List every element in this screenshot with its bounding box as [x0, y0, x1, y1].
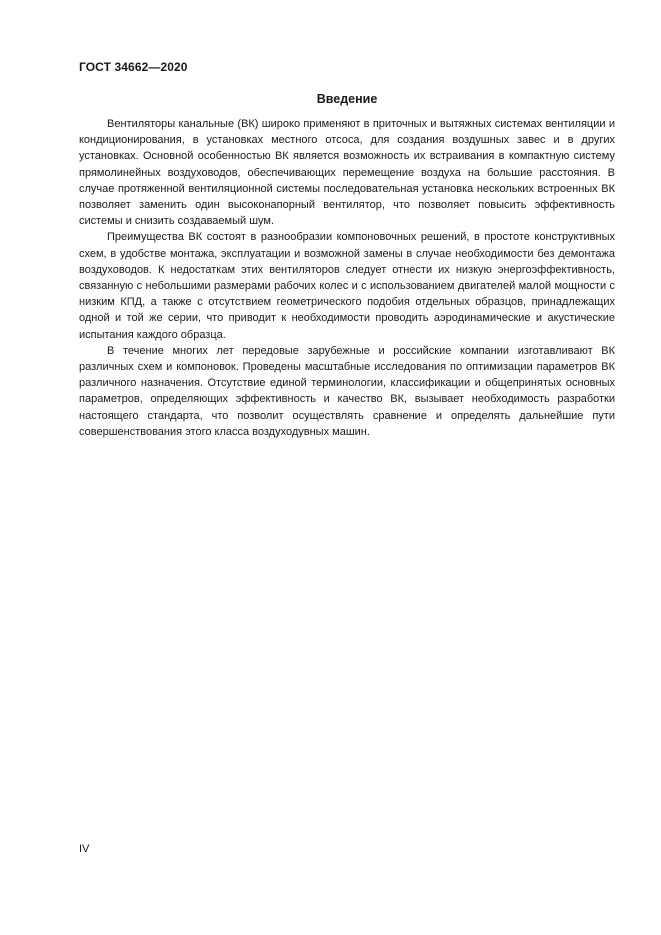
- page-number: IV: [79, 843, 90, 855]
- paragraph-3: В течение многих лет передовые зарубежные и российские компании изготавливают ВК различных схем и компоновок. Проведены масштабные исследования по оптимизации параметров ВК различного назначения. Отсутствие единой терминологии, классификации и общепринятых основных параметров, определяющих эффективность и качество ВК, вызывает необходимость разработки настоящего стандарта, что позволит осуществлять сравнение и определять дальнейшие пути совершенствования этого класса воздуходувных машин.: [79, 344, 615, 438]
- paragraph-2: Преимущества ВК состоят в разнообразии компоновочных решений, в простоте конструктивных схем, в удобстве монтажа, эксплуатации и возможной замены в случае необходимости без демонтажа воздуховодов. К недостаткам этих вентиляторов следует отнести их низкую энергоэффективность, связанную с небольшими размерами рабочих колес и с использованием двигателей малой мощности с низким КПД, а также с отсутствием геометрического подобия отдельных образцов, принадлежащих одной и той же серии, что приводит к необходимости проводить аэродинамические и акустические испытания каждого образца.: [79, 231, 615, 341]
- introduction-body: [79, 116, 615, 440]
- section-title: Введение: [316, 92, 378, 106]
- paragraph-1: Вентиляторы канальные (ВК) широко применяют в приточных и вытяжных системах вентиляции и кондиционирования, в установках местного отсоса, для создания воздушных завес и в других установках. Основной особенностью ВК является возможность их встраивания в компактную систему прямолинейных воздуховодов, обеспечивающих перемещение воздуха на большие расстояния. В случае протяженной вентиляционной системы последовательная установка нескольких встроенных ВК позволяет заменить один высоконапорный вентилятор, что позволяет повысить эффективность системы и снизить создаваемый шум.: [79, 118, 615, 228]
- standard-header: ГОСТ 34662—2020: [79, 60, 188, 74]
